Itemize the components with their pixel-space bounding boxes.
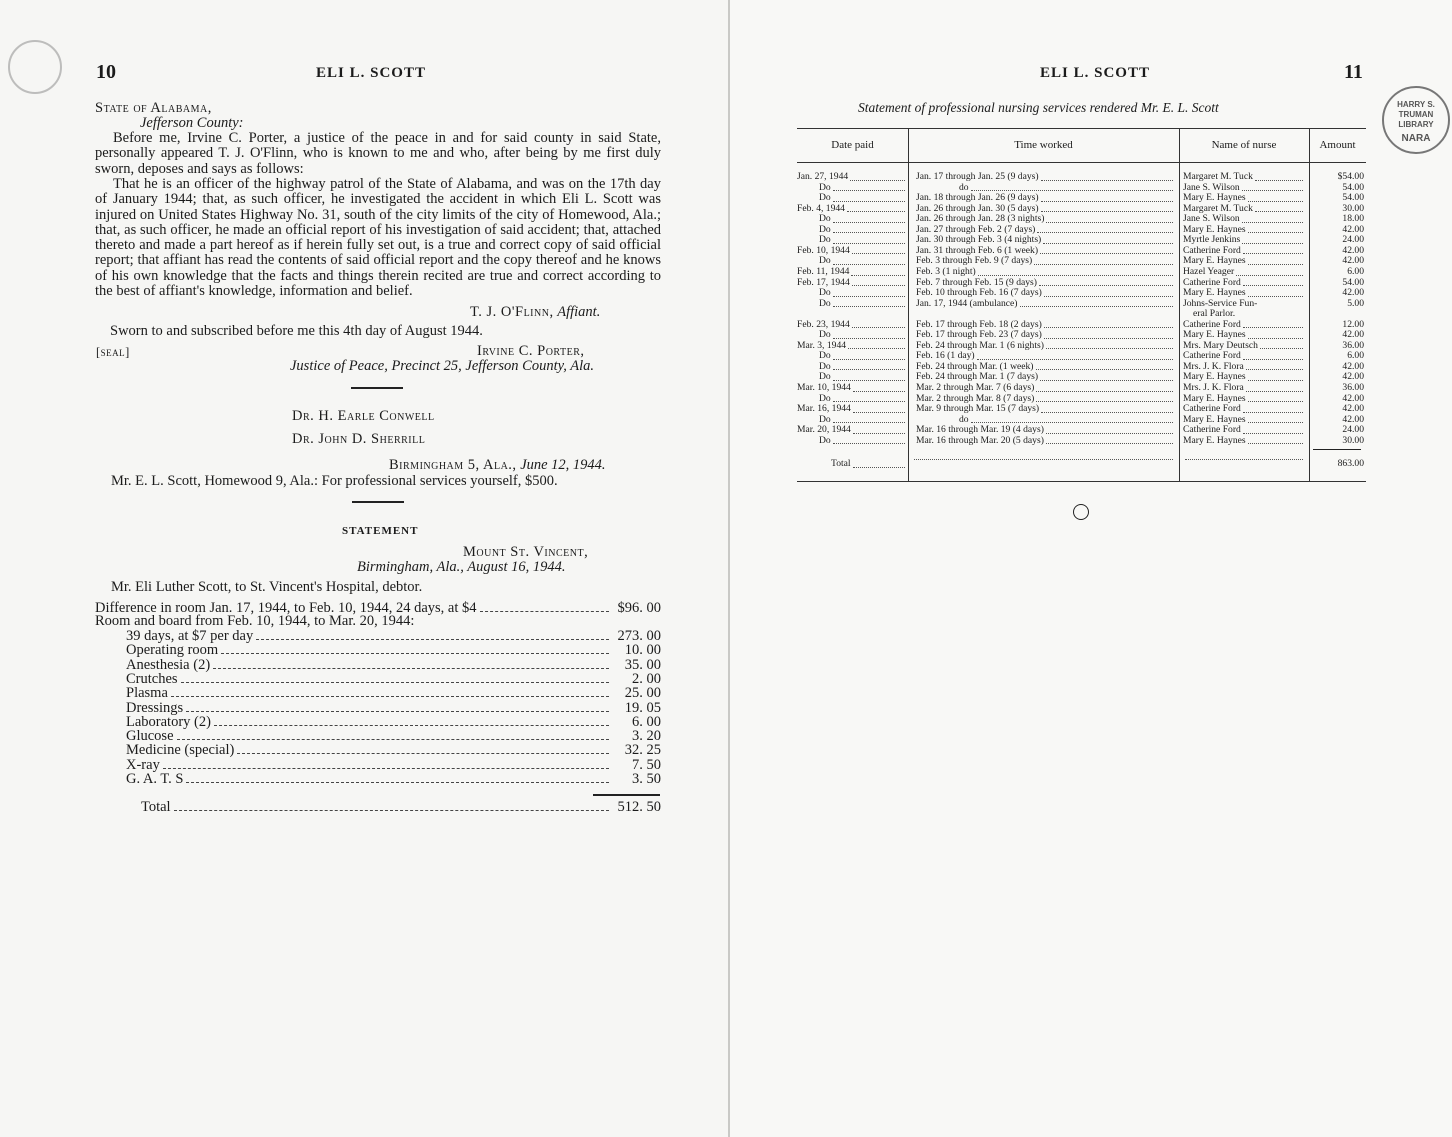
cell-date-paid: Mar. 10, 1944 <box>797 383 851 393</box>
cell-nurse-name: Mary E. Haynes <box>1183 372 1246 383</box>
bill-item-amount: 2. 00 <box>632 670 661 687</box>
table-row <box>797 362 1366 373</box>
cell-amount: 12.00 <box>1342 319 1364 330</box>
table-row <box>797 288 1366 299</box>
doctors-place: Birmingham 5, Ala., <box>389 457 517 473</box>
bill-item-amount: 10. 00 <box>624 642 661 659</box>
bill-item-amount: 25. 00 <box>624 685 661 702</box>
doctors-dateline <box>389 458 606 473</box>
table-row <box>797 299 1366 310</box>
table-row <box>797 425 1366 436</box>
cell-amount: 6.00 <box>1347 351 1364 362</box>
cell-date-paid: Do <box>819 288 831 299</box>
cell-nurse-name: Catherine Ford <box>1183 425 1241 436</box>
cell-time-worked: Mar. 9 through Mar. 15 (7 days) <box>916 404 1040 415</box>
bill-item-row <box>126 715 661 729</box>
venue-county: Jefferson County: <box>140 115 244 131</box>
table-row <box>797 204 1366 215</box>
cell-nurse-name: Catherine Ford <box>1183 351 1241 362</box>
cell-amount: 54.00 <box>1342 193 1364 204</box>
bill-row-amount: $96. 00 <box>617 600 661 616</box>
cell-amount: 42.00 <box>1342 361 1364 372</box>
cell-nurse-name: Catherine Ford <box>1183 277 1241 288</box>
table-title: Statement of professional nursing services rendered Mr. E. L. Scott <box>858 100 1219 115</box>
doctors-date: June 12, 1944. <box>520 457 606 473</box>
cell-amount: 6.00 <box>1347 266 1364 277</box>
cell-date-paid: Feb. 4, 1944 <box>797 203 845 214</box>
cell-time-worked: Feb. 24 through Mar. 1 (7 days) <box>916 372 1039 383</box>
nursing-services-table <box>797 128 1366 482</box>
cell-amount: 5.00 <box>1347 298 1364 309</box>
bill-total-label: Total <box>141 799 171 815</box>
cell-nurse-name: Mary E. Haynes <box>1183 288 1246 299</box>
table-total-amount: 863.00 <box>1337 459 1364 469</box>
venue-state: State of Alabama, <box>95 100 212 116</box>
cell-date-paid: Mar. 20, 1944 <box>797 425 851 436</box>
table-row <box>797 330 1366 341</box>
cell-date-paid: Jan. 27, 1944 <box>797 172 849 182</box>
cell-time-worked: Jan. 30 through Feb. 3 (4 nights) <box>916 235 1042 246</box>
bill-total-row <box>141 800 661 814</box>
cell-date-paid: Do <box>819 182 831 193</box>
header-amount: Amount <box>1319 139 1356 151</box>
table-row <box>797 183 1366 194</box>
cell-date-paid: Do <box>819 435 831 446</box>
bill-item-amount: 3. 20 <box>632 728 661 745</box>
cell-date-paid: Do <box>819 298 831 309</box>
running-head: ELI L. SCOTT <box>1040 65 1150 81</box>
cell-nurse-name: Johns-Service Fun- <box>1183 298 1258 309</box>
circle-mark-icon <box>1073 504 1089 520</box>
bill-item-label: Plasma <box>126 685 168 702</box>
table-row <box>797 394 1366 405</box>
cell-nurse-name: Mrs. Mary Deutsch <box>1183 340 1258 351</box>
bill-item-row <box>126 672 661 686</box>
bill-item-amount: 6. 00 <box>632 713 661 730</box>
table-row <box>797 267 1366 278</box>
table-row <box>797 415 1366 426</box>
cell-nurse-name: Mary E. Haynes <box>1183 330 1246 341</box>
table-row <box>797 320 1366 331</box>
cell-time-worked: Jan. 26 through Jan. 30 (5 days) <box>916 203 1039 214</box>
cell-amount: 42.00 <box>1342 224 1364 235</box>
bill-item-label: Operating room <box>126 642 219 659</box>
cell-date-paid: Feb. 23, 1944 <box>797 319 850 330</box>
cell-time-worked: Feb. 24 through Mar. 1 (6 nights) <box>916 340 1044 351</box>
bill-item-amount: 3. 50 <box>632 771 661 787</box>
affiant-signature <box>470 305 600 320</box>
cell-time-worked: Feb. 17 through Feb. 18 (2 days) <box>916 319 1042 330</box>
header-time-worked: Time worked <box>1014 139 1073 151</box>
doctor-name-2: Dr. John D. Sherrill <box>292 431 426 447</box>
cell-date-paid: Do <box>819 351 831 362</box>
table-row-continuation <box>797 309 1366 320</box>
table-row <box>797 214 1366 225</box>
bill-item-amount: 32. 25 <box>624 742 661 759</box>
cell-nurse-name: Catherine Ford <box>1183 404 1241 415</box>
affiant-name: T. J. O'Flinn, <box>470 304 554 320</box>
running-head: ELI L. SCOTT <box>316 65 426 81</box>
table-row <box>797 351 1366 362</box>
total-rule <box>593 794 660 796</box>
cell-date-paid: Mar. 3, 1944 <box>797 340 847 351</box>
table-row <box>797 436 1366 447</box>
cell-date-paid: Do <box>819 224 831 235</box>
bill-item-label: Crutches <box>126 670 178 687</box>
affidavit-intro: Before me, Irvine C. Porter, a justice of the peace in and for said county in said State, personally appeared T. J. O'Flinn, who is known to me and who, after being by me first duly sworn, deposes and says as follows: <box>95 130 661 177</box>
stamp-inner-text: NARA <box>1401 133 1431 144</box>
cell-time-worked: Mar. 2 through Mar. 8 (7 days) <box>916 393 1035 404</box>
cell-time-worked: Feb. 16 (1 day) <box>916 351 975 362</box>
table-row <box>797 278 1366 289</box>
section-rule <box>351 387 403 389</box>
cell-nurse-name: Mary E. Haynes <box>1183 414 1246 425</box>
justice-title: Justice of Peace, Precinct 25, Jefferson County, Ala. <box>290 358 595 374</box>
bill-room-board: Room and board from Feb. 10, 1944, to Mar. 20, 1944: <box>95 613 415 629</box>
cell-amount: 42.00 <box>1342 256 1364 267</box>
cell-time-worked: Feb. 3 through Feb. 9 (7 days) <box>916 256 1033 267</box>
cell-amount: 24.00 <box>1342 425 1364 436</box>
total-rule <box>1313 449 1361 450</box>
cell-nurse-name: Catherine Ford <box>1183 245 1241 256</box>
bill-item-label: Laboratory (2) <box>126 713 211 730</box>
cell-amount: 42.00 <box>1342 288 1364 299</box>
cell-nurse-name: Mrs. J. K. Flora <box>1183 361 1244 372</box>
bill-item-row <box>126 658 661 672</box>
hospital-name: Mount St. Vincent, <box>463 544 589 560</box>
statement-heading: STATEMENT <box>342 525 419 537</box>
cell-nurse-name-cont: eral Parlor. <box>1193 309 1236 320</box>
cell-time-worked: Jan. 17 through Jan. 25 (9 days) <box>916 172 1039 182</box>
seal-mark: [seal] <box>96 345 130 359</box>
cell-amount: 54.00 <box>1342 182 1364 193</box>
cell-nurse-name: Jane S. Wilson <box>1183 182 1240 193</box>
bill-item-amount: 19. 05 <box>624 699 661 716</box>
cell-nurse-name: Catherine Ford <box>1183 319 1241 330</box>
cell-time-worked: Jan. 31 through Feb. 6 (1 week) <box>916 245 1039 256</box>
cell-time-worked: do <box>959 182 969 193</box>
doctors-bill: Mr. E. L. Scott, Homewood 9, Ala.: For professional services yourself, $500. <box>111 473 558 489</box>
page-number: 10 <box>96 61 116 83</box>
cell-nurse-name: Myrtle Jenkins <box>1183 235 1241 246</box>
section-rule <box>352 501 404 503</box>
bill-item-row <box>126 701 661 715</box>
cell-amount: 36.00 <box>1342 340 1364 351</box>
cell-date-paid: Do <box>819 193 831 204</box>
bill-item-label: Dressings <box>126 699 184 716</box>
cell-time-worked: Mar. 2 through Mar. 7 (6 days) <box>916 383 1035 393</box>
cell-time-worked: Feb. 7 through Feb. 15 (9 days) <box>916 277 1037 288</box>
table-row <box>797 172 1366 183</box>
cell-date-paid: Do <box>819 235 831 246</box>
sworn-line: Sworn to and subscribed before me this 4th day of August 1944. <box>110 323 483 339</box>
bill-item-label: 39 days, at $7 per day <box>126 628 254 644</box>
table-total-label: Total <box>831 459 851 469</box>
cell-date-paid: Do <box>819 361 831 372</box>
cell-time-worked: do <box>959 414 969 425</box>
hospital-place-date: Birmingham, Ala., August 16, 1944. <box>357 559 566 575</box>
cell-amount: 30.00 <box>1342 203 1364 214</box>
cell-amount: 42.00 <box>1342 245 1364 256</box>
bill-item-amount: 273. 00 <box>617 628 661 644</box>
bill-item-label: G. A. T. S <box>126 771 184 787</box>
table-row <box>797 383 1366 394</box>
bill-item-row <box>126 643 661 657</box>
table-row <box>797 246 1366 257</box>
cell-date-paid: Feb. 10, 1944 <box>797 245 850 256</box>
table-total-row <box>797 459 1366 470</box>
cell-date-paid: Mar. 16, 1944 <box>797 404 851 415</box>
bill-item-row <box>126 629 661 643</box>
bill-row-label: Difference in room Jan. 17, 1944, to Feb. 10, 1944, 24 days, at $4 <box>95 600 477 616</box>
doctor-name-1: Dr. H. Earle Conwell <box>292 408 435 424</box>
bill-item-amount: 7. 50 <box>632 756 661 773</box>
cell-amount: 30.00 <box>1342 435 1364 446</box>
header-name-of-nurse: Name of nurse <box>1211 139 1277 151</box>
cell-date-paid: Do <box>819 256 831 267</box>
bill-total-amount: 512. 50 <box>617 799 661 815</box>
cell-amount: 36.00 <box>1342 383 1364 393</box>
bill-item-row <box>126 686 661 700</box>
cell-nurse-name: Mrs. J. K. Flora <box>1183 383 1244 393</box>
table-row <box>797 256 1366 267</box>
hospital-debtor: Mr. Eli Luther Scott, to St. Vincent's Hospital, debtor. <box>111 579 423 595</box>
cell-amount: 42.00 <box>1342 330 1364 341</box>
cell-nurse-name: Mary E. Haynes <box>1183 256 1246 267</box>
bill-item-row <box>126 743 661 757</box>
library-stamp-icon <box>8 40 62 94</box>
bill-item-label: X-ray <box>126 756 160 773</box>
bill-item-row <box>126 758 661 772</box>
cell-time-worked: Feb. 3 (1 night) <box>916 266 976 277</box>
table-row <box>797 225 1366 236</box>
bill-item-row <box>126 729 661 743</box>
bill-item-row <box>126 772 661 786</box>
cell-time-worked: Jan. 18 through Jan. 26 (9 days) <box>916 193 1039 204</box>
cell-amount: 18.00 <box>1342 214 1364 225</box>
cell-time-worked: Jan. 17, 1944 (ambulance) <box>916 298 1018 309</box>
cell-time-worked: Mar. 16 through Mar. 19 (4 days) <box>916 425 1044 436</box>
cell-amount: 42.00 <box>1342 372 1364 383</box>
cell-time-worked: Jan. 26 through Jan. 28 (3 nights) <box>916 214 1045 225</box>
cell-date-paid: Do <box>819 393 831 404</box>
table-row <box>797 341 1366 352</box>
cell-amount: 42.00 <box>1342 414 1364 425</box>
cell-nurse-name: Jane S. Wilson <box>1183 214 1240 225</box>
cell-nurse-name: Margaret M. Tuck <box>1183 203 1253 214</box>
bill-item-label: Medicine (special) <box>126 742 235 759</box>
justice-name: Irvine C. Porter, <box>477 343 585 359</box>
cell-amount: 42.00 <box>1342 393 1364 404</box>
cell-time-worked: Mar. 16 through Mar. 20 (5 days) <box>916 435 1044 446</box>
cell-time-worked: Jan. 27 through Feb. 2 (7 days) <box>916 224 1036 235</box>
cell-nurse-name: Mary E. Haynes <box>1183 393 1246 404</box>
cell-date-paid: Do <box>819 414 831 425</box>
cell-date-paid: Feb. 17, 1944 <box>797 277 850 288</box>
page-number: 11 <box>1344 61 1363 83</box>
bill-item-amount: 35. 00 <box>624 656 661 673</box>
cell-nurse-name: Hazel Yeager <box>1183 266 1235 277</box>
truman-library-stamp-icon <box>1382 86 1450 154</box>
table-row <box>797 404 1366 415</box>
bill-item-label: Glucose <box>126 728 174 745</box>
affiant-title: Affiant. <box>557 304 601 320</box>
cell-nurse-name: Mary E. Haynes <box>1183 435 1246 446</box>
cell-amount: 24.00 <box>1342 235 1364 246</box>
cell-nurse-name: Margaret M. Tuck <box>1183 172 1253 182</box>
cell-date-paid: Feb. 11, 1944 <box>797 266 850 277</box>
cell-nurse-name: Mary E. Haynes <box>1183 193 1246 204</box>
cell-time-worked: Feb. 17 through Feb. 23 (7 days) <box>916 330 1042 341</box>
table-row <box>797 193 1366 204</box>
cell-date-paid: Do <box>819 372 831 383</box>
cell-date-paid: Do <box>819 330 831 341</box>
cell-amount: 54.00 <box>1342 277 1364 288</box>
table-row <box>797 235 1366 246</box>
cell-amount: 42.00 <box>1342 404 1364 415</box>
cell-time-worked: Feb. 10 through Feb. 16 (7 days) <box>916 288 1042 299</box>
cell-amount: $54.00 <box>1337 172 1364 182</box>
cell-date-paid: Do <box>819 214 831 225</box>
bill-item-label: Anesthesia (2) <box>126 656 211 673</box>
header-date-paid: Date paid <box>831 139 874 151</box>
cell-time-worked: Feb. 24 through Mar. (1 week) <box>916 361 1034 372</box>
cell-nurse-name: Mary E. Haynes <box>1183 224 1246 235</box>
stamp-outer-text: HARRY S. TRUMAN LIBRARY <box>1397 100 1435 129</box>
affidavit-body: That he is an officer of the highway patrol of the State of Alabama, and was on the 17th day of January 1944; that, as such officer, he investigated the accident in which Eli L. Scott was injured on United States Highway No. 31, south of the city limits of the city of Homewood, Ala.; that, as such officer, he made an official report of his investigation of said accident; that, attached thereto and made a part hereof as if herein fully set out, is a true and correct copy of said official report; that affiant has read the contents of said official report and the copy thereof and he knows of his own knowledge that the facts and things therein recited are true and correct according to the best of affiant's knowledge, information and belief. <box>95 176 661 300</box>
table-row <box>797 372 1366 383</box>
